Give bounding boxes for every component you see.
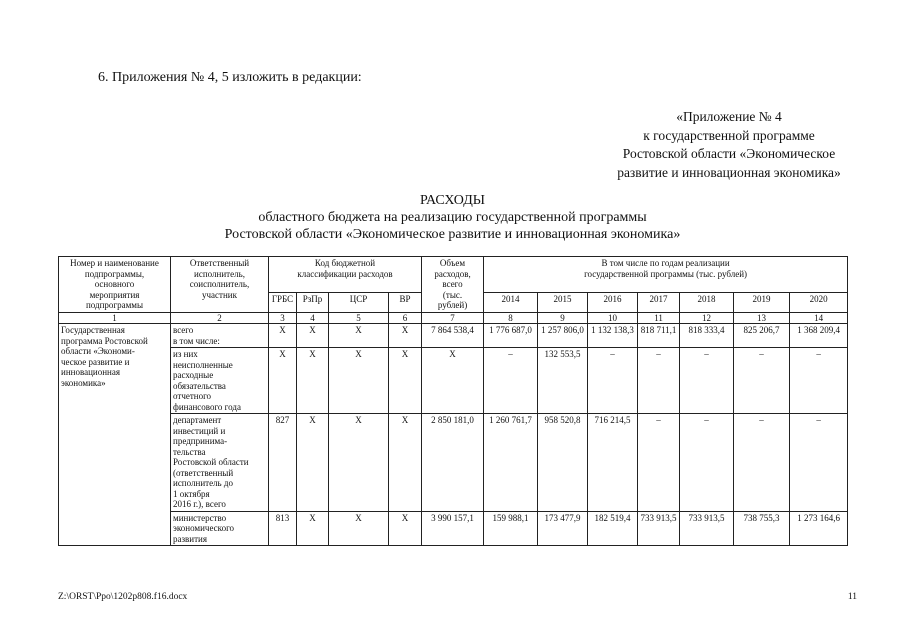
appendix-line: «Приложение № 4 [676,109,782,124]
table-row [59,414,848,512]
csr-cell: X [329,324,389,348]
header-text: мероприятия [89,289,140,300]
header-text: Код бюджетной [314,258,376,268]
column-number: 2 [171,312,269,324]
year-value-cell: 182 519,4 [588,511,638,546]
header-year: 2016 [588,292,638,312]
total-cell: X [422,348,484,414]
year-value-cell: – [680,348,734,414]
file-path: Z:\ORST\Ppo\1202p808.f16.docx [58,592,188,602]
column-number: 6 [389,312,422,324]
vr-cell: X [389,348,422,414]
cell-text: 2016 г.), всего [173,499,226,509]
responsible-cell [171,511,269,546]
rzpr-cell: X [297,414,329,512]
cell-text: в том числе: [173,335,220,346]
appendix-line: развитие и инновационная экономика» [617,164,841,180]
document-title [0,192,905,243]
rzpr-cell: X [297,348,329,414]
cell-text: отчетного [173,391,212,401]
title-line: РАСХОДЫ [420,193,485,208]
header-year: 2015 [538,292,588,312]
header-text: исполнитель, [194,268,245,279]
year-value-cell: – [484,348,538,414]
grbs-cell: X [269,348,297,414]
cell-text: предпринима- [173,436,228,446]
year-value-cell: 173 477,9 [538,511,588,546]
cell-text: программа Ростовской [61,335,148,346]
header-year: 2018 [680,292,734,312]
cell-text: из них [173,349,198,359]
intro-text: 6. Приложения № 4, 5 изложить в редакции: [98,70,362,85]
cell-text: исполнитель до [173,478,233,488]
responsible-cell [171,414,269,512]
year-value-cell: – [734,414,790,512]
year-value-cell: 159 988,1 [484,511,538,546]
year-value-cell: – [588,348,638,414]
grbs-cell: 827 [269,414,297,512]
year-value-cell: 1 368 209,4 [790,324,848,348]
cell-text: министерство [173,512,227,523]
year-value-cell: 1 776 687,0 [484,324,538,348]
header-name [59,257,171,313]
cell-text: всего [173,325,194,335]
cell-text: финансового года [173,401,241,412]
column-number: 7 [422,312,484,324]
cell-text: экономика» [61,377,106,388]
year-value-cell: 818 711,1 [638,324,680,348]
header-year: 2017 [638,292,680,312]
total-cell: 7 864 538,4 [422,324,484,348]
appendix-line: к государственной программе [643,127,815,143]
expenditure-table [58,256,848,546]
year-value-cell: – [638,414,680,512]
title-line: Ростовской области «Экономическое развитие и инновационная экономика» [224,227,681,242]
vr-cell: X [389,511,422,546]
year-value-cell: 132 553,5 [538,348,588,414]
header-text: основного [94,279,135,289]
column-number: 5 [329,312,389,324]
header-text: всего [442,279,463,289]
year-value-cell: 738 755,3 [734,511,790,546]
year-value-cell: – [790,348,848,414]
appendix-line: Ростовской области «Экономическое [622,146,836,161]
cell-text: 1 октября [173,488,210,499]
program-name-cell [59,324,171,546]
column-number-row [59,312,848,324]
grbs-cell: 813 [269,511,297,546]
csr-cell: X [329,414,389,512]
header-text: расходов, [434,268,471,279]
column-number: 4 [297,312,329,324]
year-value-cell: 1 260 761,7 [484,414,538,512]
year-value-cell: 733 913,5 [638,511,680,546]
responsible-cell [171,348,269,414]
table-row [59,324,848,348]
header-text: соисполнитель, [189,279,250,289]
cell-text: департамент [173,415,222,425]
grbs-cell: X [269,324,297,348]
cell-text: экономического [173,523,235,533]
cell-text: Государственная [61,325,125,335]
cell-text: ческое развитие и [61,356,130,367]
year-value-cell: 1 273 164,6 [790,511,848,546]
year-value-cell: – [790,414,848,512]
header-text: подпрограммы, [84,268,145,279]
appendix-header [599,108,859,182]
cell-text: неисполненные [173,359,233,370]
rzpr-cell: X [297,511,329,546]
year-value-cell: 1 257 806,0 [538,324,588,348]
header-rzpr: РзПр [297,292,329,312]
column-number: 8 [484,312,538,324]
header-year: 2020 [790,292,848,312]
column-number: 9 [538,312,588,324]
header-text: Ответственный [189,258,250,268]
title-line: областного бюджета на реализацию государственной программы [258,210,647,225]
header-csr: ЦСР [329,292,389,312]
cell-text: Ростовской области [173,457,249,467]
table-row [59,511,848,546]
cell-text: области «Экономи- [61,346,135,356]
header-text: государственной программы (тыс. рублей) [584,268,748,279]
cell-text: расходные [173,370,214,380]
header-text: Номер и наименование [70,258,159,268]
column-number: 10 [588,312,638,324]
table-row [59,348,848,414]
cell-text: инвестиций и [173,425,226,436]
column-number: 14 [790,312,848,324]
year-value-cell: 716 214,5 [588,414,638,512]
header-text: участник [202,289,237,300]
cell-text: инновационная [61,367,120,377]
table-header-row [59,257,848,293]
total-cell: 3 990 157,1 [422,511,484,546]
vr-cell: X [389,414,422,512]
header-year: 2014 [484,292,538,312]
column-number: 12 [680,312,734,324]
year-value-cell: – [734,348,790,414]
cell-text: тельства [173,446,206,457]
csr-cell: X [329,348,389,414]
year-value-cell: – [638,348,680,414]
header-budget-code [269,257,422,293]
csr-cell: X [329,511,389,546]
header-vr: ВР [389,292,422,312]
year-value-cell: 733 913,5 [680,511,734,546]
year-value-cell: 1 132 138,3 [588,324,638,348]
header-volume [422,257,484,313]
cell-text: (ответственный [173,467,234,478]
year-value-cell: – [680,414,734,512]
total-cell: 2 850 181,0 [422,414,484,512]
header-grbs: ГРБС [269,292,297,312]
column-number: 1 [59,312,171,324]
header-text: Объем [439,258,466,268]
header-text: (тыс. [442,289,463,300]
responsible-cell [171,324,269,348]
vr-cell: X [389,324,422,348]
year-value-cell: 818 333,4 [680,324,734,348]
cell-text: развития [173,533,208,544]
page-number: 11 [847,592,857,602]
year-value-cell: 825 206,7 [734,324,790,348]
header-text: В том числе по годам реализации [601,258,730,268]
column-number: 11 [638,312,680,324]
header-responsible [171,257,269,313]
column-number: 13 [734,312,790,324]
header-text: подпрограммы [85,300,144,310]
year-value-cell: 958 520,8 [538,414,588,512]
header-text: классификации расходов [297,268,393,279]
header-year: 2019 [734,292,790,312]
rzpr-cell: X [297,324,329,348]
column-number: 3 [269,312,297,324]
header-by-years [484,257,848,293]
cell-text: обязательства [173,380,226,391]
header-text: рублей) [437,300,468,310]
